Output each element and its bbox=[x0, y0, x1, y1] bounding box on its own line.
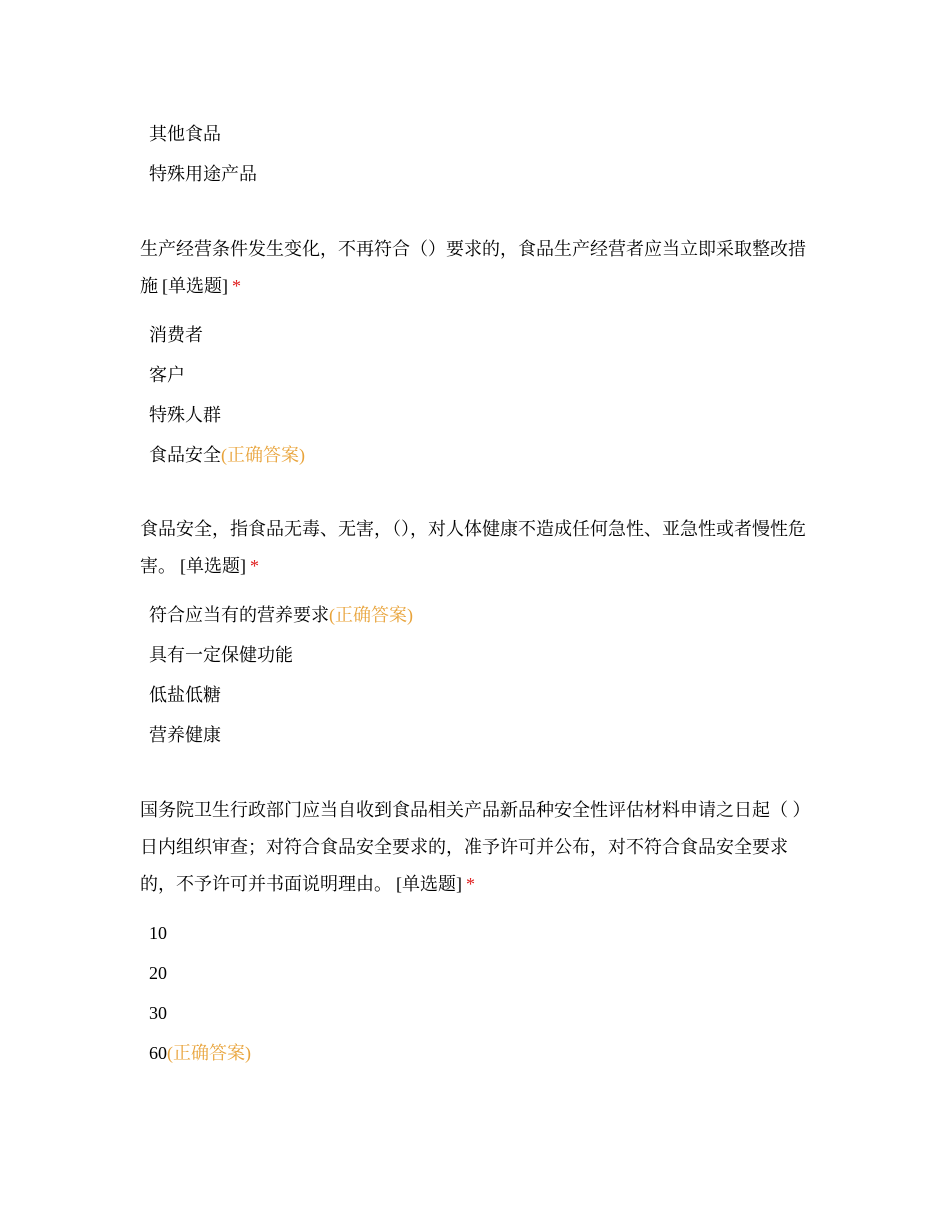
question-block bbox=[140, 511, 820, 755]
option-item bbox=[149, 595, 820, 635]
option-item bbox=[149, 913, 820, 953]
option-label: 营养健康 bbox=[149, 725, 221, 745]
option-label: 具有一定保健功能 bbox=[149, 645, 293, 665]
correct-answer-tag: (正确答案) bbox=[329, 605, 413, 625]
option-label: 特殊用途产品 bbox=[149, 164, 257, 184]
question-type: [单选题] bbox=[396, 874, 462, 894]
option-item bbox=[149, 993, 820, 1033]
question-block bbox=[140, 792, 820, 1073]
question-type: [单选题] bbox=[162, 276, 228, 296]
question-text bbox=[140, 792, 820, 903]
question-text bbox=[140, 511, 820, 585]
option-label: 特殊人群 bbox=[149, 405, 221, 425]
required-mark: * bbox=[250, 556, 259, 576]
option-item bbox=[149, 1033, 820, 1073]
question-stem: 生产经营条件发生变化，不再符合（）要求的，食品生产经营者应当立即采取整改措施 bbox=[140, 239, 806, 296]
option-label: 客户 bbox=[149, 365, 185, 385]
question-stem: 食品安全，指食品无毒、无害，（），对人体健康不造成任何急性、亚急性或者慢性危害。 bbox=[140, 519, 806, 576]
option-label: 低盐低糖 bbox=[149, 685, 221, 705]
question-type: [单选题] bbox=[180, 556, 246, 576]
option-item bbox=[149, 635, 820, 675]
option-label: 20 bbox=[149, 963, 167, 983]
option-list bbox=[149, 913, 820, 1073]
option-label: 食品安全 bbox=[149, 445, 221, 465]
correct-answer-tag: (正确答案) bbox=[221, 445, 305, 465]
correct-answer-tag: (正确答案) bbox=[167, 1043, 251, 1063]
option-item bbox=[149, 953, 820, 993]
option-item bbox=[149, 355, 820, 395]
option-item bbox=[149, 114, 257, 154]
option-item bbox=[149, 315, 820, 355]
option-item bbox=[149, 395, 820, 435]
question-text bbox=[140, 231, 820, 305]
option-label: 符合应当有的营养要求 bbox=[149, 605, 329, 625]
question-stem: 国务院卫生行政部门应当自收到食品相关产品新品种安全性评估材料申请之日起（ ）日内组织审查；对符合食品安全要求的，准予许可并公布，对不符合食品安全要求的，不予许可并书面说明理由。 bbox=[140, 800, 811, 894]
required-mark: * bbox=[232, 276, 241, 296]
previous-question-options bbox=[149, 114, 257, 194]
option-item bbox=[149, 154, 257, 194]
option-list bbox=[149, 315, 820, 475]
required-mark: * bbox=[466, 874, 475, 894]
option-label: 60 bbox=[149, 1043, 167, 1063]
option-label: 10 bbox=[149, 923, 167, 943]
option-label: 消费者 bbox=[149, 325, 203, 345]
option-label: 其他食品 bbox=[149, 124, 221, 144]
option-item bbox=[149, 675, 820, 715]
option-item bbox=[149, 435, 820, 475]
option-list bbox=[149, 595, 820, 755]
option-item bbox=[149, 715, 820, 755]
question-block bbox=[140, 231, 820, 475]
option-label: 30 bbox=[149, 1003, 167, 1023]
